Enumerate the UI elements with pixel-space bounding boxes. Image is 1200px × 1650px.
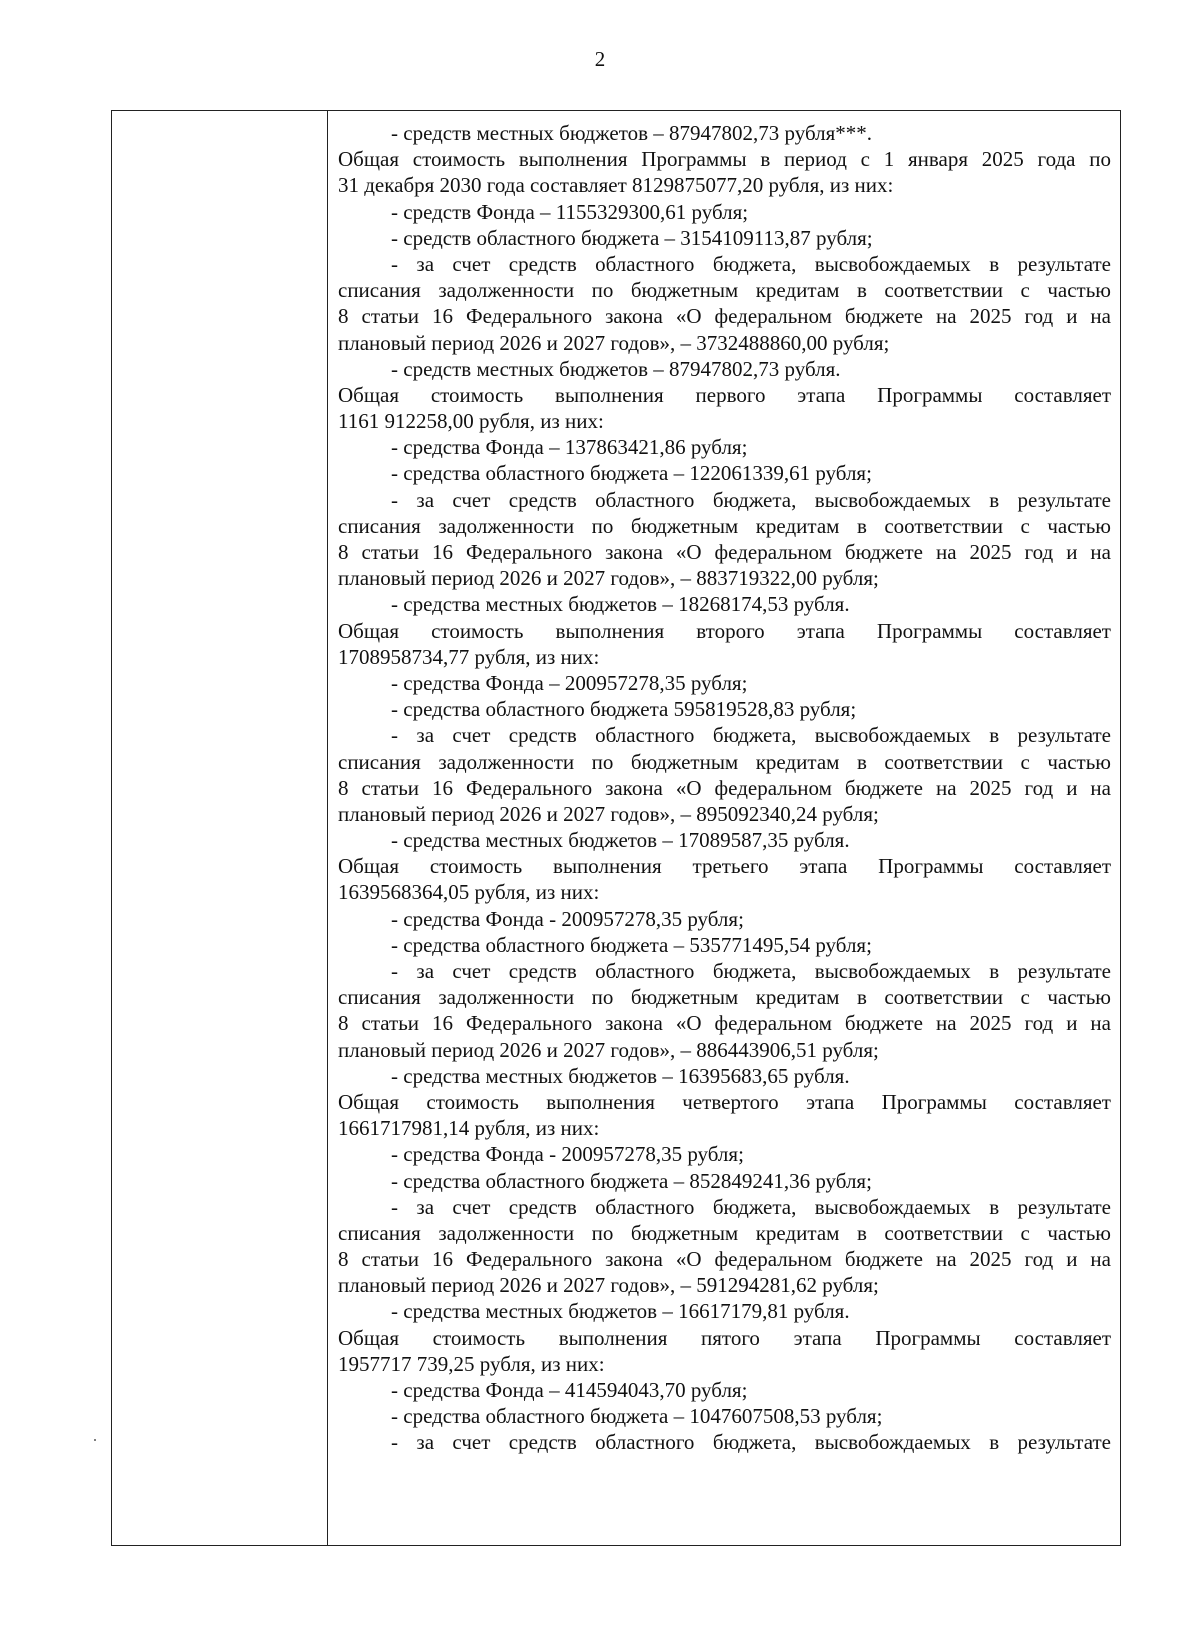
text-line: 1661717981,14 рубля, из них: <box>338 1116 600 1141</box>
text-line: - средства местных бюджетов – 17089587,35 рубля. <box>391 828 850 853</box>
text-line: Общая стоимость выполнения второго этапа Программы составляет <box>338 618 1111 643</box>
text-line: плановый период 2026 и 2027 годов», – 895092340,24 рубля; <box>338 801 879 826</box>
text-line: 1708958734,77 рубля, из них: <box>338 644 600 669</box>
text-line: плановый период 2026 и 2027 годов», – 3732488860,00 рубля; <box>338 330 890 355</box>
text-line: 31 декабря 2030 года составляет 8129875077,20 рубля, из них: <box>338 173 894 198</box>
text-line: - за счет средств областного бюджета, высвобождаемых в результате <box>391 251 1111 276</box>
text-line: списания задолженности по бюджетным кредитам в соответствии с частью <box>338 1220 1111 1245</box>
text-line: 1161 912258,00 рубля, из них: <box>338 409 604 434</box>
text-line: списания задолженности по бюджетным кредитам в соответствии с частью <box>338 985 1111 1010</box>
text-line: - средств областного бюджета – 3154109113,87 рубля; <box>391 225 873 250</box>
text-line: - за счет средств областного бюджета, высвобождаемых в результате <box>391 959 1111 983</box>
text-line: - за счет средств областного бюджета, высвобождаемых в результате <box>391 487 1111 512</box>
text-line: - средств местных бюджетов – 87947802,73 рубля***. <box>391 121 873 145</box>
text-line: списания задолженности по бюджетным кредитам в соответствии с частью <box>338 278 1111 303</box>
text-line: - средства областного бюджета – 122061339,61 рубля; <box>391 461 872 486</box>
text-line: - средства Фонда – 200957278,35 рубля; <box>391 670 748 695</box>
text-line: 8 статьи 16 Федерального закона «О федеральном бюджете на 2025 год и на <box>338 304 1111 329</box>
text-line: списания задолженности по бюджетным кредитам в соответствии с частью <box>338 513 1111 538</box>
text-line: - за счет средств областного бюджета, высвобождаемых в результате <box>391 1430 1111 1455</box>
table-left-cell <box>112 111 328 1545</box>
text-line: - средства местных бюджетов – 16617179,81 рубля. <box>391 1299 850 1324</box>
text-line: 8 статьи 16 Федерального закона «О федеральном бюджете на 2025 год и на <box>338 540 1111 564</box>
text-line: плановый период 2026 и 2027 годов», – 883719322,00 рубля; <box>338 566 879 591</box>
text-line: - средства областного бюджета – 852849241,36 рубля; <box>391 1168 872 1193</box>
text-line: - за счет средств областного бюджета, высвобождаемых в результате <box>391 1194 1111 1219</box>
text-line: - средства Фонда – 137863421,86 рубля; <box>391 435 748 460</box>
text-line: - средства местных бюджетов – 16395683,65 рубля. <box>391 1063 850 1088</box>
text-line: - средства Фонда – 414594043,70 рубля; <box>391 1378 748 1402</box>
text-line: Общая стоимость выполнения первого этапа Программы составляет <box>338 382 1111 407</box>
text-line: Общая стоимость выполнения Программы в период с 1 января 2025 года по <box>338 147 1111 172</box>
text-line: - средства местных бюджетов – 18268174,53 рубля. <box>391 592 850 617</box>
text-line: - средства областного бюджета – 535771495,54 рубля; <box>391 932 872 957</box>
page-number: 2 <box>594 47 606 71</box>
table-content-cell <box>328 111 1120 1545</box>
text-line: - средства областного бюджета 595819528,83 рубля; <box>391 697 857 722</box>
text-line: Общая стоимость выполнения третьего этапа Программы составляет <box>338 854 1111 879</box>
text-line: - за счет средств областного бюджета, высвобождаемых в результате <box>391 723 1111 748</box>
text-line: - средства Фонда - 200957278,35 рубля; <box>391 1142 744 1167</box>
text-line: Общая стоимость выполнения четвертого этапа Программы составляет <box>338 1089 1111 1114</box>
text-line: - средства областного бюджета – 1047607508,53 рубля; <box>391 1404 883 1429</box>
scan-artifact-dot <box>94 1439 96 1441</box>
text-line: 8 статьи 16 Федерального закона «О федеральном бюджете на 2025 год и на <box>338 775 1111 800</box>
document-table <box>111 110 1121 1546</box>
text-line: 1639568364,05 рубля, из них: <box>338 880 600 905</box>
text-line: 8 статьи 16 Федерального закона «О федеральном бюджете на 2025 год и на <box>338 1011 1111 1036</box>
text-line: списания задолженности по бюджетным кредитам в соответствии с частью <box>338 749 1111 774</box>
text-line: 8 статьи 16 Федерального закона «О федеральном бюджете на 2025 год и на <box>338 1247 1111 1272</box>
text-line: плановый период 2026 и 2027 годов», – 591294281,62 рубля; <box>338 1273 879 1298</box>
text-line: - средств Фонда – 1155329300,61 рубля; <box>391 199 749 224</box>
text-line: 1957717 739,25 рубля, из них: <box>338 1351 605 1376</box>
text-line: плановый период 2026 и 2027 годов», – 886443906,51 рубля; <box>338 1037 879 1062</box>
text-line: - средств местных бюджетов – 87947802,73 рубля. <box>391 356 841 381</box>
text-line: Общая стоимость выполнения пятого этапа Программы составляет <box>338 1325 1111 1350</box>
text-line: - средства Фонда - 200957278,35 рубля; <box>391 906 744 931</box>
